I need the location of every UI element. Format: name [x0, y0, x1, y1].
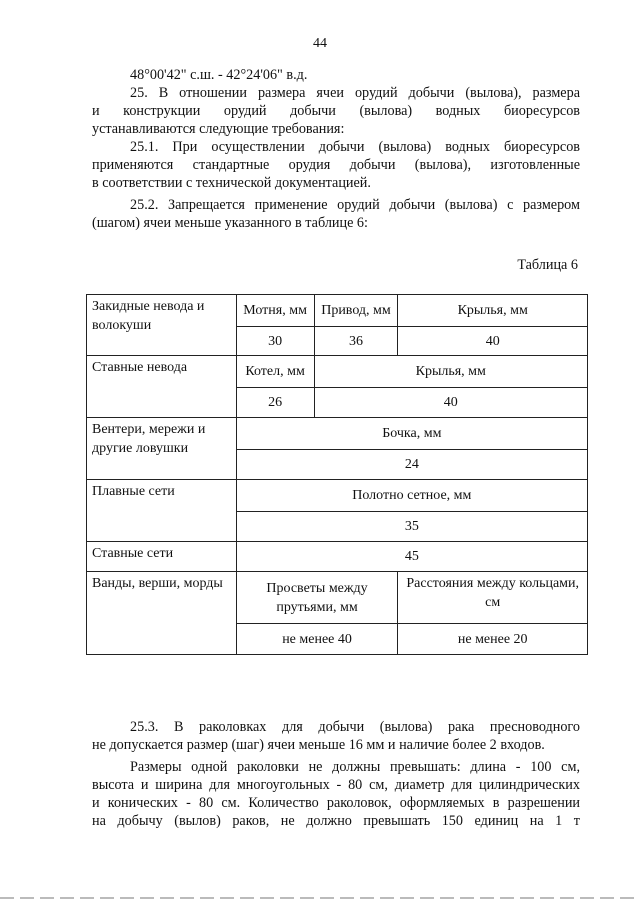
column-header: Бочка, мм	[236, 418, 587, 450]
table-cell: 35	[236, 512, 587, 542]
row-label: Ванды, верши, морды	[87, 572, 237, 655]
table-row	[87, 572, 588, 624]
paragraph-line: Размеры одной раколовки не должны превышать: длина - 100 см,	[130, 759, 580, 775]
column-header: Крылья, мм	[398, 295, 588, 327]
table-row	[87, 356, 588, 388]
row-label: Ставные невода	[87, 356, 237, 418]
table-row	[87, 542, 588, 572]
paragraph-line: на добычу (вылов) раков, не должно превышать 150 единиц на 1 т	[92, 813, 580, 829]
column-header: Привод, мм	[314, 295, 398, 327]
table-cell: 45	[236, 542, 587, 572]
paragraph-line: применяются стандартные орудия добычи (вылова), изготовленные	[92, 157, 580, 173]
column-header: Мотня, мм	[236, 295, 314, 327]
table-cell: не менее 40	[236, 624, 398, 655]
row-label: Закидные невода и волокуши	[87, 295, 237, 356]
paragraph-line: 25. В отношении размера ячеи орудий добычи (вылова), размера	[130, 85, 580, 101]
mesh-size-table	[86, 294, 588, 655]
paragraph-line: устанавливаются следующие требования:	[92, 121, 345, 137]
paragraph-line: и конических - 80 см. Количество раколовок, оформляемых в разрешении	[92, 795, 580, 811]
page-number: 44	[313, 36, 327, 51]
table-row	[87, 295, 588, 327]
table-cell: 30	[236, 327, 314, 356]
paragraph-line: в соответствии с технической документацией.	[92, 175, 371, 191]
table-cell: 40	[398, 327, 588, 356]
table-cell: 36	[314, 327, 398, 356]
table-row	[87, 418, 588, 450]
table-cell: 24	[236, 450, 587, 480]
column-header: Расстояния между кольцами, см	[398, 572, 588, 624]
scan-edge-divider	[0, 897, 640, 899]
paragraph-line: 25.3. В раколовках для добычи (вылова) рака пресноводного	[130, 719, 580, 735]
paragraph-line: высота и ширина для многоугольных - 80 см, диаметр для цилиндрических	[92, 777, 580, 793]
paragraph-line: 25.2. Запрещается применение орудий добычи (вылова) с размером	[130, 197, 580, 213]
table-cell: 26	[236, 388, 314, 418]
column-header: Просветы между прутьями, мм	[236, 572, 398, 624]
coordinates-line: 48°00'42" с.ш. - 42°24'06" в.д.	[130, 67, 308, 83]
table-caption: Таблица 6	[517, 257, 578, 273]
paragraph-line: и конструкции орудий добычи (вылова) водных биоресурсов	[92, 103, 580, 119]
column-header: Полотно сетное, мм	[236, 480, 587, 512]
row-label: Плавные сети	[87, 480, 237, 542]
table-row	[87, 480, 588, 512]
paragraph-line: (шагом) ячеи меньше указанного в таблице 6:	[92, 215, 368, 231]
table-cell: не менее 20	[398, 624, 588, 655]
paragraph-line: 25.1. При осуществлении добычи (вылова) водных биоресурсов	[130, 139, 580, 155]
row-label: Вентери, мережи и другие ловушки	[87, 418, 237, 480]
table-cell: 40	[314, 388, 587, 418]
row-label: Ставные сети	[87, 542, 237, 572]
paragraph-line: не допускается размер (шаг) ячеи меньше 16 мм и наличие более 2 входов.	[92, 737, 545, 753]
column-header: Крылья, мм	[314, 356, 587, 388]
column-header: Котел, мм	[236, 356, 314, 388]
